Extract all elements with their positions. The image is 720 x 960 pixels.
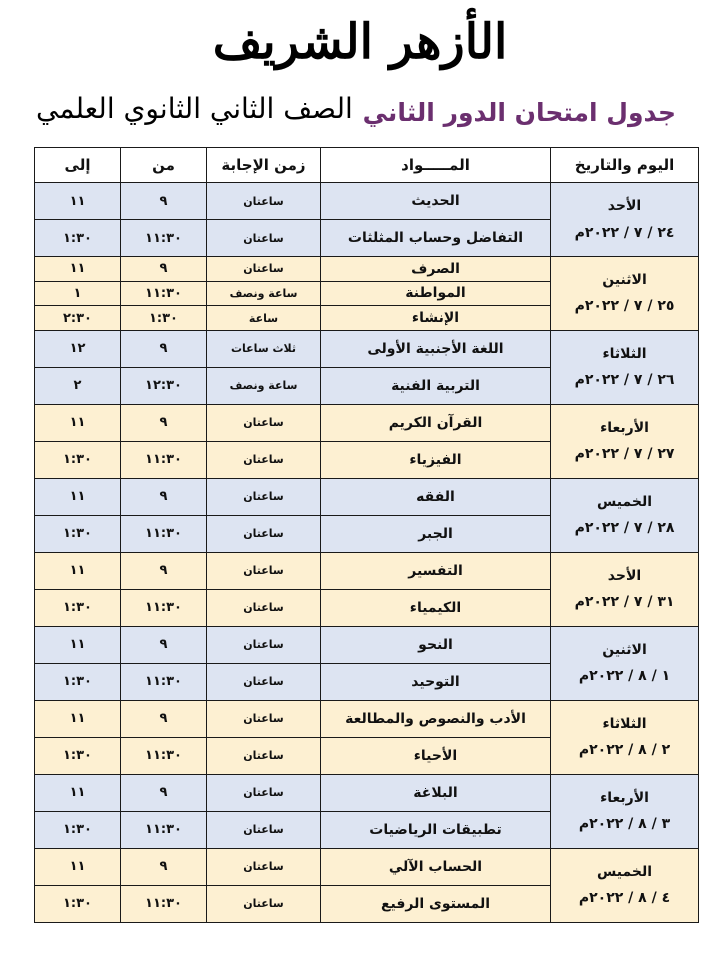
table-row (35, 330, 699, 367)
header-from: من (121, 148, 207, 183)
day-date-cell (551, 183, 699, 257)
to-time-cell: ١١ (35, 257, 121, 282)
to-time-cell: ١:٣٠ (35, 663, 121, 700)
to-time-cell: ١:٣٠ (35, 885, 121, 922)
day-date-cell (551, 774, 699, 848)
day-date-cell (551, 478, 699, 552)
from-time-cell: ٩ (121, 774, 207, 811)
to-time-cell: ٢:٣٠ (35, 306, 121, 331)
subject-cell: الحديث (321, 183, 551, 220)
from-time-cell: ٩ (121, 626, 207, 663)
to-time-cell: ١:٣٠ (35, 589, 121, 626)
header-to: إلى (35, 148, 121, 183)
day-name: الأربعاء (600, 789, 649, 806)
subject-cell: الفقه (321, 478, 551, 515)
from-time-cell: ١١:٣٠ (121, 441, 207, 478)
duration-cell: ساعة ونصف (207, 281, 321, 306)
duration-cell: ساعة ونصف (207, 367, 321, 404)
to-time-cell: ١١ (35, 404, 121, 441)
to-time-cell: ١٢ (35, 330, 121, 367)
duration-cell: ساعتان (207, 478, 321, 515)
subject-cell: التربية الفنية (321, 367, 551, 404)
from-time-cell: ٩ (121, 848, 207, 885)
subject-cell: النحو (321, 626, 551, 663)
to-time-cell: ١١ (35, 478, 121, 515)
day-date-cell (551, 848, 699, 922)
from-time-cell: ١١:٣٠ (121, 663, 207, 700)
day-date: ٢٦ / ٧ / ٢٠٢٢م (574, 372, 675, 389)
table-row (35, 626, 699, 663)
duration-cell: ساعتان (207, 626, 321, 663)
table-row (35, 257, 699, 282)
to-time-cell: ١:٣٠ (35, 811, 121, 848)
from-time-cell: ١١:٣٠ (121, 737, 207, 774)
table-row (35, 404, 699, 441)
day-name: الخميس (596, 863, 653, 880)
to-time-cell: ١١ (35, 183, 121, 220)
subject-cell: الإنشاء (321, 306, 551, 331)
to-time-cell: ١١ (35, 626, 121, 663)
subject-cell: التفاضل وحساب المثلثات (321, 220, 551, 257)
subject-cell: البلاغة (321, 774, 551, 811)
schedule-body (35, 183, 699, 923)
day-name: الثلاثاء (602, 715, 647, 732)
subject-cell: التوحيد (321, 663, 551, 700)
exam-title: جدول امتحان الدور الثاني (362, 98, 676, 127)
day-date-cell (551, 404, 699, 478)
day-date: ٢٨ / ٧ / ٢٠٢٢م (574, 520, 675, 537)
subject-cell: الجبر (321, 515, 551, 552)
day-date: ٢٧ / ٧ / ٢٠٢٢م (574, 446, 675, 463)
from-time-cell: ١١:٣٠ (121, 281, 207, 306)
header-duration: زمن الإجابة (207, 148, 321, 183)
header-subjects: المـــــواد (321, 148, 551, 183)
day-date: ٤ / ٨ / ٢٠٢٢م (578, 890, 671, 907)
from-time-cell: ٩ (121, 552, 207, 589)
day-date-cell (551, 626, 699, 700)
duration-cell: ثلاث ساعات (207, 330, 321, 367)
table-header-row (35, 148, 699, 183)
from-time-cell: ٩ (121, 330, 207, 367)
duration-cell: ساعتان (207, 515, 321, 552)
day-date: ٢٥ / ٧ / ٢٠٢٢م (574, 298, 675, 315)
subject-cell: القرآن الكريم (321, 404, 551, 441)
subject-cell: الأحياء (321, 737, 551, 774)
exam-schedule-table (34, 147, 699, 923)
duration-cell: ساعتان (207, 663, 321, 700)
duration-cell: ساعتان (207, 848, 321, 885)
from-time-cell: ١١:٣٠ (121, 811, 207, 848)
from-time-cell: ١١:٣٠ (121, 885, 207, 922)
duration-cell: ساعتان (207, 589, 321, 626)
duration-cell: ساعتان (207, 552, 321, 589)
subject-cell: الفيزياء (321, 441, 551, 478)
duration-cell: ساعتان (207, 885, 321, 922)
day-name: الاثنين (602, 641, 647, 658)
institution-title: الأزهر الشريف (212, 14, 508, 70)
subject-cell: تطبيقات الرياضيات (321, 811, 551, 848)
table-row (35, 552, 699, 589)
duration-cell: ساعتان (207, 183, 321, 220)
day-date-cell (551, 552, 699, 626)
day-name: الأحد (607, 567, 642, 584)
day-date-cell (551, 257, 699, 331)
duration-cell: ساعتان (207, 774, 321, 811)
header-day-date: اليوم والتاريخ (551, 148, 699, 183)
to-time-cell: ٢ (35, 367, 121, 404)
table-row (35, 183, 699, 220)
duration-cell: ساعتان (207, 404, 321, 441)
to-time-cell: ١:٣٠ (35, 515, 121, 552)
subject-cell: الحساب الآلي (321, 848, 551, 885)
day-date: ٢٤ / ٧ / ٢٠٢٢م (574, 224, 675, 241)
to-time-cell: ١:٣٠ (35, 441, 121, 478)
duration-cell: ساعتان (207, 257, 321, 282)
from-time-cell: ١١:٣٠ (121, 515, 207, 552)
from-time-cell: ١١:٣٠ (121, 589, 207, 626)
duration-cell: ساعتان (207, 811, 321, 848)
table-row (35, 774, 699, 811)
day-name: الأربعاء (600, 419, 649, 436)
day-name: الثلاثاء (602, 345, 647, 362)
day-name: الأحد (607, 197, 642, 214)
day-date: ٢ / ٨ / ٢٠٢٢م (578, 742, 671, 759)
subject-cell: الصرف (321, 257, 551, 282)
duration-cell: ساعتان (207, 220, 321, 257)
table-row (35, 848, 699, 885)
from-time-cell: ١:٣٠ (121, 306, 207, 331)
day-name: الاثنين (602, 271, 647, 288)
from-time-cell: ٩ (121, 404, 207, 441)
subject-cell: المستوى الرفيع (321, 885, 551, 922)
to-time-cell: ١١ (35, 700, 121, 737)
to-time-cell: ١:٣٠ (35, 220, 121, 257)
grade-title: الصف الثاني الثانوي العلمي (36, 92, 353, 125)
to-time-cell: ١١ (35, 774, 121, 811)
duration-cell: ساعتان (207, 441, 321, 478)
subject-cell: اللغة الأجنبية الأولى (321, 330, 551, 367)
duration-cell: ساعتان (207, 737, 321, 774)
from-time-cell: ٩ (121, 257, 207, 282)
day-date-cell (551, 700, 699, 774)
table-row (35, 700, 699, 737)
table-row (35, 478, 699, 515)
duration-cell: ساعتان (207, 700, 321, 737)
from-time-cell: ٩ (121, 183, 207, 220)
subject-cell: المواطنة (321, 281, 551, 306)
to-time-cell: ١١ (35, 552, 121, 589)
subject-cell: الأدب والنصوص والمطالعة (321, 700, 551, 737)
to-time-cell: ١:٣٠ (35, 737, 121, 774)
day-date: ٣١ / ٧ / ٢٠٢٢م (574, 594, 675, 611)
duration-cell: ساعة (207, 306, 321, 331)
to-time-cell: ١١ (35, 848, 121, 885)
from-time-cell: ٩ (121, 478, 207, 515)
subject-cell: الكيمياء (321, 589, 551, 626)
from-time-cell: ٩ (121, 700, 207, 737)
to-time-cell: ١ (35, 281, 121, 306)
from-time-cell: ١١:٣٠ (121, 220, 207, 257)
day-date: ١ / ٨ / ٢٠٢٢م (578, 668, 671, 685)
subject-cell: التفسير (321, 552, 551, 589)
day-name: الخميس (596, 493, 653, 510)
day-date-cell (551, 330, 699, 404)
day-date: ٣ / ٨ / ٢٠٢٢م (578, 816, 671, 833)
from-time-cell: ١٢:٣٠ (121, 367, 207, 404)
